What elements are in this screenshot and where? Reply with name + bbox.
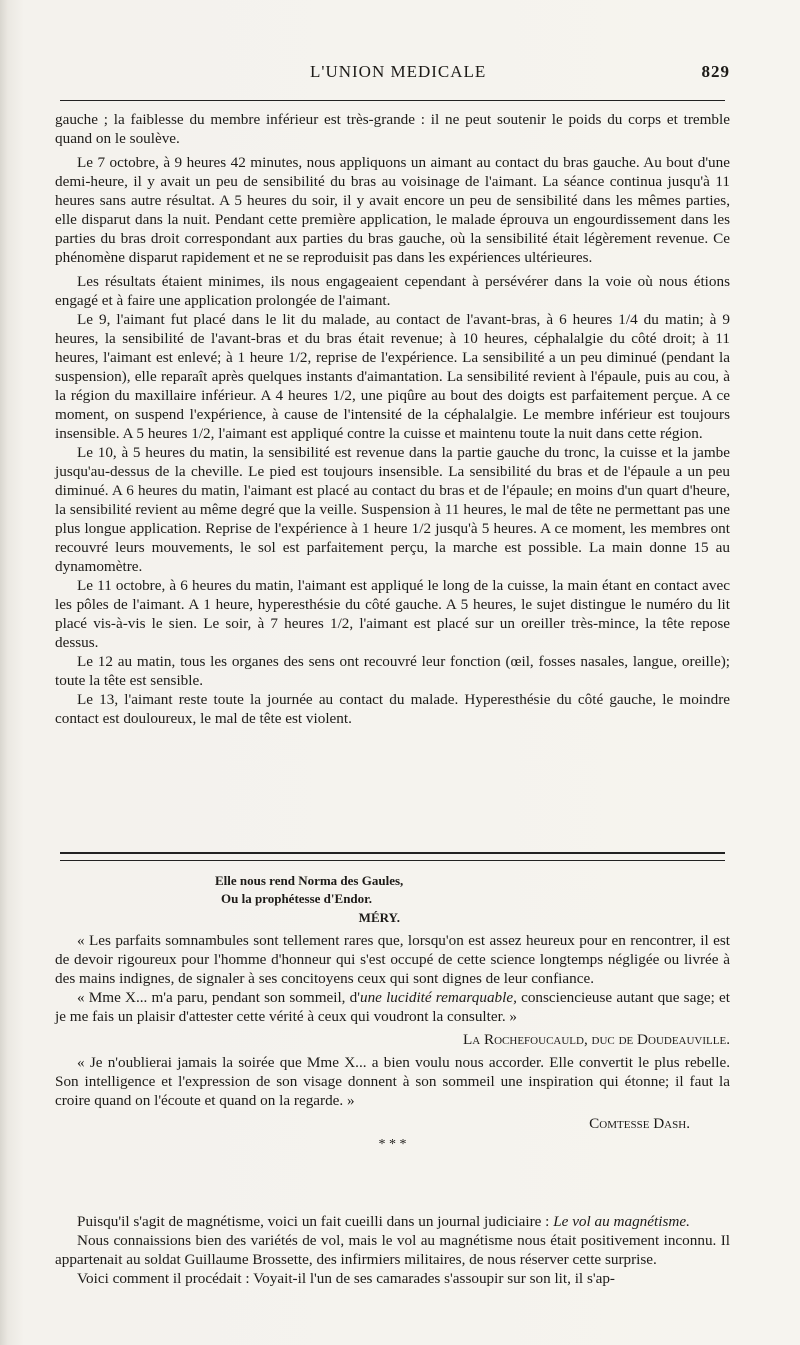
epigraph-line: Ou la prophétesse d'Endor. [221,891,372,906]
section-divider [60,852,725,861]
page-number: 829 [701,62,730,81]
case-report-text [55,110,730,728]
paragraph: Le 11 octobre, à 6 heures du matin, l'aimant est appliqué le long de la cuisse, la main étant en contact avec les pôles de l'aimant. A 1 heure, hyperesthésie du côté gauche. A 5 heures, le sujet distingue le numéro du lit placé vis-à-vis le sien. Le soir, à 7 heures 1/2, l'aimant est placé sur un oreiller très-mince, la tête repose dessus. [55,577,730,651]
epigraph-author: MÉRY. [358,910,400,925]
paragraph: Le 12 au matin, tous les organes des sens ont recouvré leur fonction (œil, fosses nasales, langue, oreille); toute la tête est sensible. [55,653,730,689]
header-rule [60,100,725,101]
section-stars: * * * [378,1137,407,1152]
signature: La Rochefoucauld, duc de Doudeauville. [462,1031,730,1048]
paragraph: Le 10, à 5 heures du matin, la sensibilité est revenue dans la partie gauche du tronc, la cuisse et la jambe jusqu'au-dessus de la cheville. Le pied est toujours insensible. La sensibilité du bras et de l'épaule a un peu diminué. A 6 heures du matin, l'aimant est placé au contact du bras et de l'épaule; en moins d'un quart d'heure, la sensibilité revient au même degré que la veille. Suspension à 11 heures, le mal de tête ne permettant pas une plus longue application. Reprise de l'expérience à 1 heure 1/2 jusqu'à 5 heures. A ce moment, les membres ont recouvré leurs mouvements, le sol est parfaitement perçu, la marche est possible. La main donne 15 au dynamomètre. [55,444,730,575]
epigraph [215,872,730,908]
epigraph-line: Elle nous rend Norma des Gaules, [215,873,404,888]
signature: Comtesse Dash. [589,1115,690,1132]
paragraph: Le 7 octobre, à 9 heures 42 minutes, nous appliquons un aimant au contact du bras gauche. Au bout d'une demi-heure, il y avait un peu de sensibilité du bras au voisinage de l'aimant. La séance continua jusqu'à 11 heures sans autre résultat. A 5 heures du soir, il y avait encore un peu de sensibilité dans les mêmes parties, elle disparut dans la nuit. Pendant cette première application, le malade éprouva un engourdissement dans les parties du bras droit correspondant aux parties du bras gauche, où la sensibilité était légèrement revenue. Ce phénomène disparut rapidement et ne se reproduisit pas dans les expériences ultérieures. [55,154,730,266]
quote-text: « Mme X... m'a paru, pendant son sommeil, d' [77,989,360,1006]
journal-title: L'UNION MEDICALE [310,62,487,81]
feuilleton-section [55,872,730,1155]
paragraph: Nous connaissions bien des variétés de vol, mais le vol au magnétisme nous était positivement inconnu. Il appartenait au soldat Guillaume Brossette, des infirmiers militaires, de nous réserver cette surprise. [55,1232,730,1268]
running-header [60,62,730,84]
quote-paragraph: « Je n'oublierai jamais la soirée que Mme X... a bien voulu nous accorder. Elle convertit le plus rebelle. Son intelligence et l'expression de son visage donnent à son sommeil une inspiration qui étonne; il faut la croire quand on l'écoute et quand on la regarde. » [55,1054,730,1109]
paragraph: Les résultats étaient minimes, ils nous engageaient cependant à persévérer dans la voie où nous étions engagé et à faire une application prolongée de l'aimant. [55,273,730,309]
paragraph-text: Puisqu'il s'agit de magnétisme, voici un fait cueilli dans un journal judiciaire : [77,1213,554,1230]
closing-text [55,1212,730,1288]
paragraph: Le 9, l'aimant fut placé dans le lit du malade, au contact de l'avant-bras, à 6 heures 1/4 du matin; à 9 heures, la sensibilité de l'avant-bras et du bras était revenue; à 10 heures, céphalalgie du côté droit; à 11 heures, l'aimant est enlevé; à 1 heure 1/2, reprise de l'expérience. La sensibilité a un peu diminué (pendant la suspension), elle reparaît après quelques instants d'aimantation. La sensibilité revient à l'épaule, puis au cou, à la région du maxillaire inférieur. A 4 heures 1/2, une piqûre au bout des doigts est parfaitement perçue. A ce moment, on suspend l'expérience, à cause de l'intensité de la céphalalgie. Le membre inférieur est toujours insensible. A 5 heures 1/2, l'aimant est appliqué contre la cuisse et maintenu toute la nuit dans cette région. [55,311,730,442]
paragraph: Le 13, l'aimant reste toute la journée au contact du malade. Hyperesthésie du côté gauche, le moindre contact est douloureux, le mal de tête est violent. [55,691,730,727]
paragraph: gauche ; la faiblesse du membre inférieur est très-grande : il ne peut soutenir le poids du corps et tremble quand on le soulève. [55,111,730,147]
quote-paragraph: « Les parfaits somnambules sont tellement rares que, lorsqu'on est assez heureux pour en rencontrer, il est de devoir rigoureux pour l'homme d'honneur qui s'est occupé de cette science longtemps négligée ou livrée à des mains indignes, de signaler à ses concitoyens ceux qui sont dignes de leur confiance. [55,932,730,987]
paragraph [55,1212,730,1231]
paragraph-emphasis: Le vol au magnétisme. [553,1213,690,1230]
quote-paragraph [55,988,730,1026]
paragraph: Voici comment il procédait : Voyait-il l'un de ses camarades s'assoupir sur son lit, il s'ap- [77,1270,615,1287]
quote-emphasis: une lucidité remarquable, [359,989,517,1006]
quote-text: consciencieuse autant que sage; et je me fais un plaisir d'attester cette vérité à ceux qui voudront la consulter. » [55,989,731,1025]
